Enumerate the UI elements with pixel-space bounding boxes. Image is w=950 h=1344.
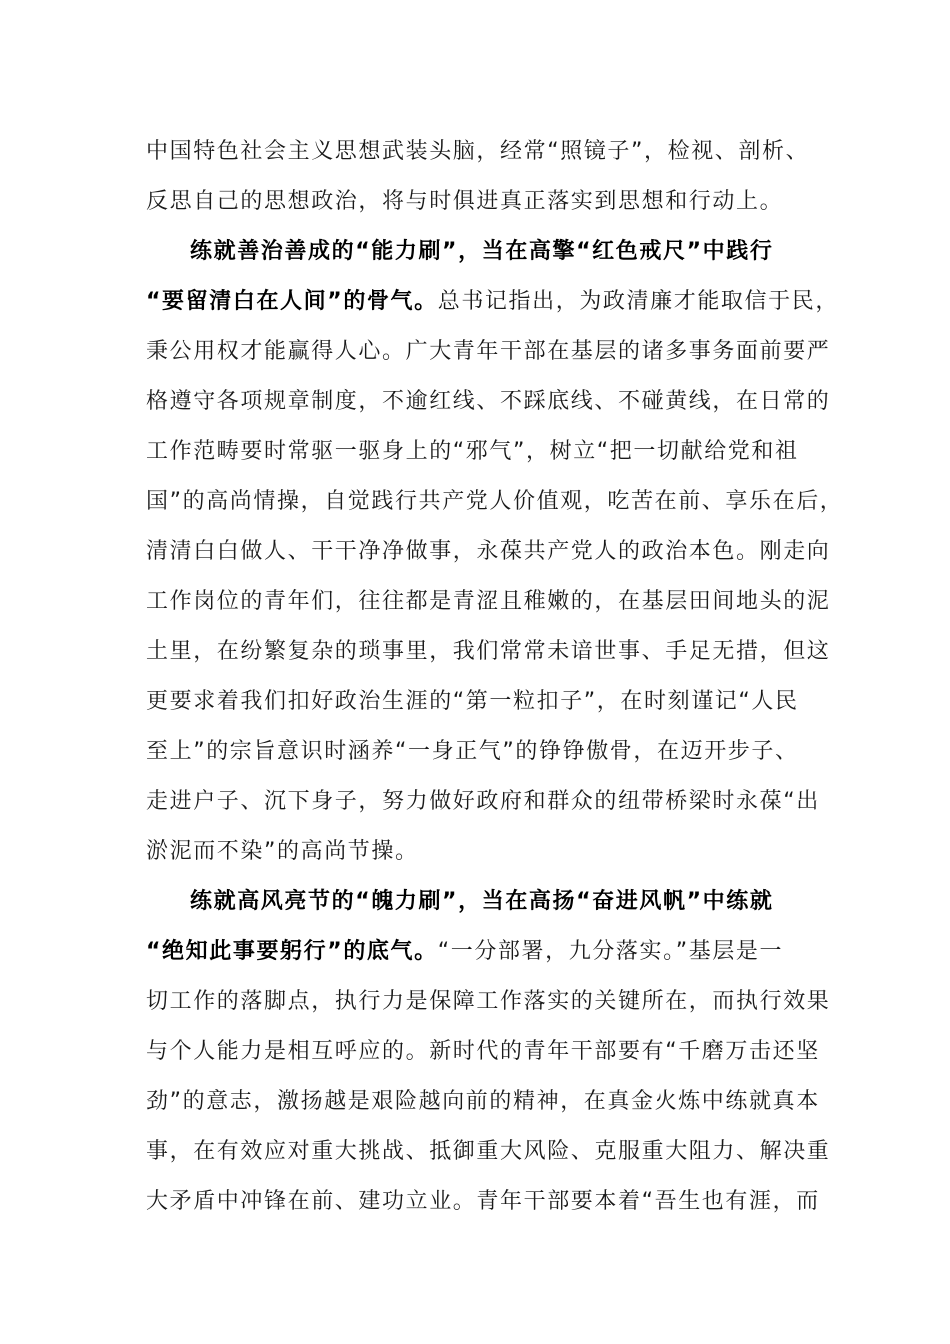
text-run: 清清白白做人、干干净净做事，永葆共产党人的政治本色。刚走向: [146, 539, 831, 564]
text-run: 总书记指出，为政清廉才能取信于民，: [437, 289, 839, 314]
text-run: 秉公用权才能赢得人心。广大青年干部在基层的诸多事务面前要严: [146, 339, 831, 364]
text-line: [146, 184, 836, 220]
text-run: 至上”的宗旨意识时涵养“一身正气”的铮铮傲骨，在迈开步子、: [146, 739, 799, 764]
text-run: 劲”的意志，激扬越是艰险越向前的精神，在真金火炼中练就真本: [146, 1089, 820, 1114]
text-line: [146, 1184, 836, 1220]
text-run: 格遵守各项规章制度，不逾红线、不踩底线、不碰黄线，在日常的: [146, 389, 831, 414]
text-run: 大矛盾中冲锋在前、建功立业。青年干部要本着“吾生也有涯，而: [146, 1189, 820, 1214]
text-line: [146, 134, 836, 170]
text-run: 淤泥而不染”的高尚节操。: [146, 839, 419, 864]
text-run: 土里，在纷繁复杂的琐事里，我们常常未谙世事、手足无措，但这: [146, 639, 831, 664]
text-line: [146, 684, 836, 720]
bold-lead-text: “绝知此事要躬行”的底气。: [146, 939, 438, 964]
bold-lead-text: 练就高风亮节的“魄力刷”，当在高扬“奋进风帆”中练就: [190, 889, 774, 914]
text-line: [146, 1134, 836, 1170]
text-line: [146, 934, 836, 970]
paragraph-heading-line: [190, 884, 880, 920]
text-line: [146, 484, 844, 520]
paragraph-heading-line: [190, 234, 880, 270]
text-run: 切工作的落脚点，执行力是保障工作落实的关键所在，而执行效果: [146, 989, 831, 1014]
text-line: [146, 834, 836, 870]
text-run: 工作范畴要时常驱一驱身上的“邪气”，树立“把一切献给党和祖: [146, 439, 799, 464]
text-line: [146, 1034, 836, 1070]
text-line: [146, 384, 836, 420]
text-run: 反思自己的思想政治，将与时俱进真正落实到思想和行动上。: [146, 189, 784, 214]
text-line: [146, 634, 836, 670]
text-run: 与个人能力是相互呼应的。新时代的青年干部要有“千磨万击还坚: [146, 1039, 820, 1064]
text-run: 中国特色社会主义思想武装头脑，经常“照镜子”，检视、剖析、: [146, 139, 810, 164]
text-run: “一分部署，九分落实。”基层是一: [437, 939, 784, 964]
text-line: [146, 1084, 836, 1120]
text-run: 走进户子、沉下身子，努力做好政府和群众的纽带桥梁时永葆“出: [146, 789, 820, 814]
text-line: [146, 284, 839, 320]
text-line: [146, 734, 836, 770]
text-run: 工作岗位的青年们，往往都是青涩且稚嫩的，在基层田间地头的泥: [146, 589, 831, 614]
text-line: [146, 434, 836, 470]
text-line: [146, 584, 836, 620]
text-line: [146, 784, 836, 820]
bold-lead-text: 练就善治善成的“能力刷”，当在高擎“红色戒尺”中践行: [190, 239, 774, 264]
text-run: 国”的高尚情操，自觉践行共产党人价值观，吃苦在前、享乐在后，: [146, 489, 844, 514]
text-line: [146, 984, 836, 1020]
text-line: [146, 534, 836, 570]
text-run: 事，在有效应对重大挑战、抵御重大风险、克服重大阻力、解决重: [146, 1139, 831, 1164]
bold-lead-text: “要留清白在人间”的骨气。: [146, 289, 438, 314]
text-line: [146, 334, 836, 370]
text-run: 更要求着我们扣好政治生涯的“第一粒扣子”，在时刻谨记“人民: [146, 689, 799, 714]
